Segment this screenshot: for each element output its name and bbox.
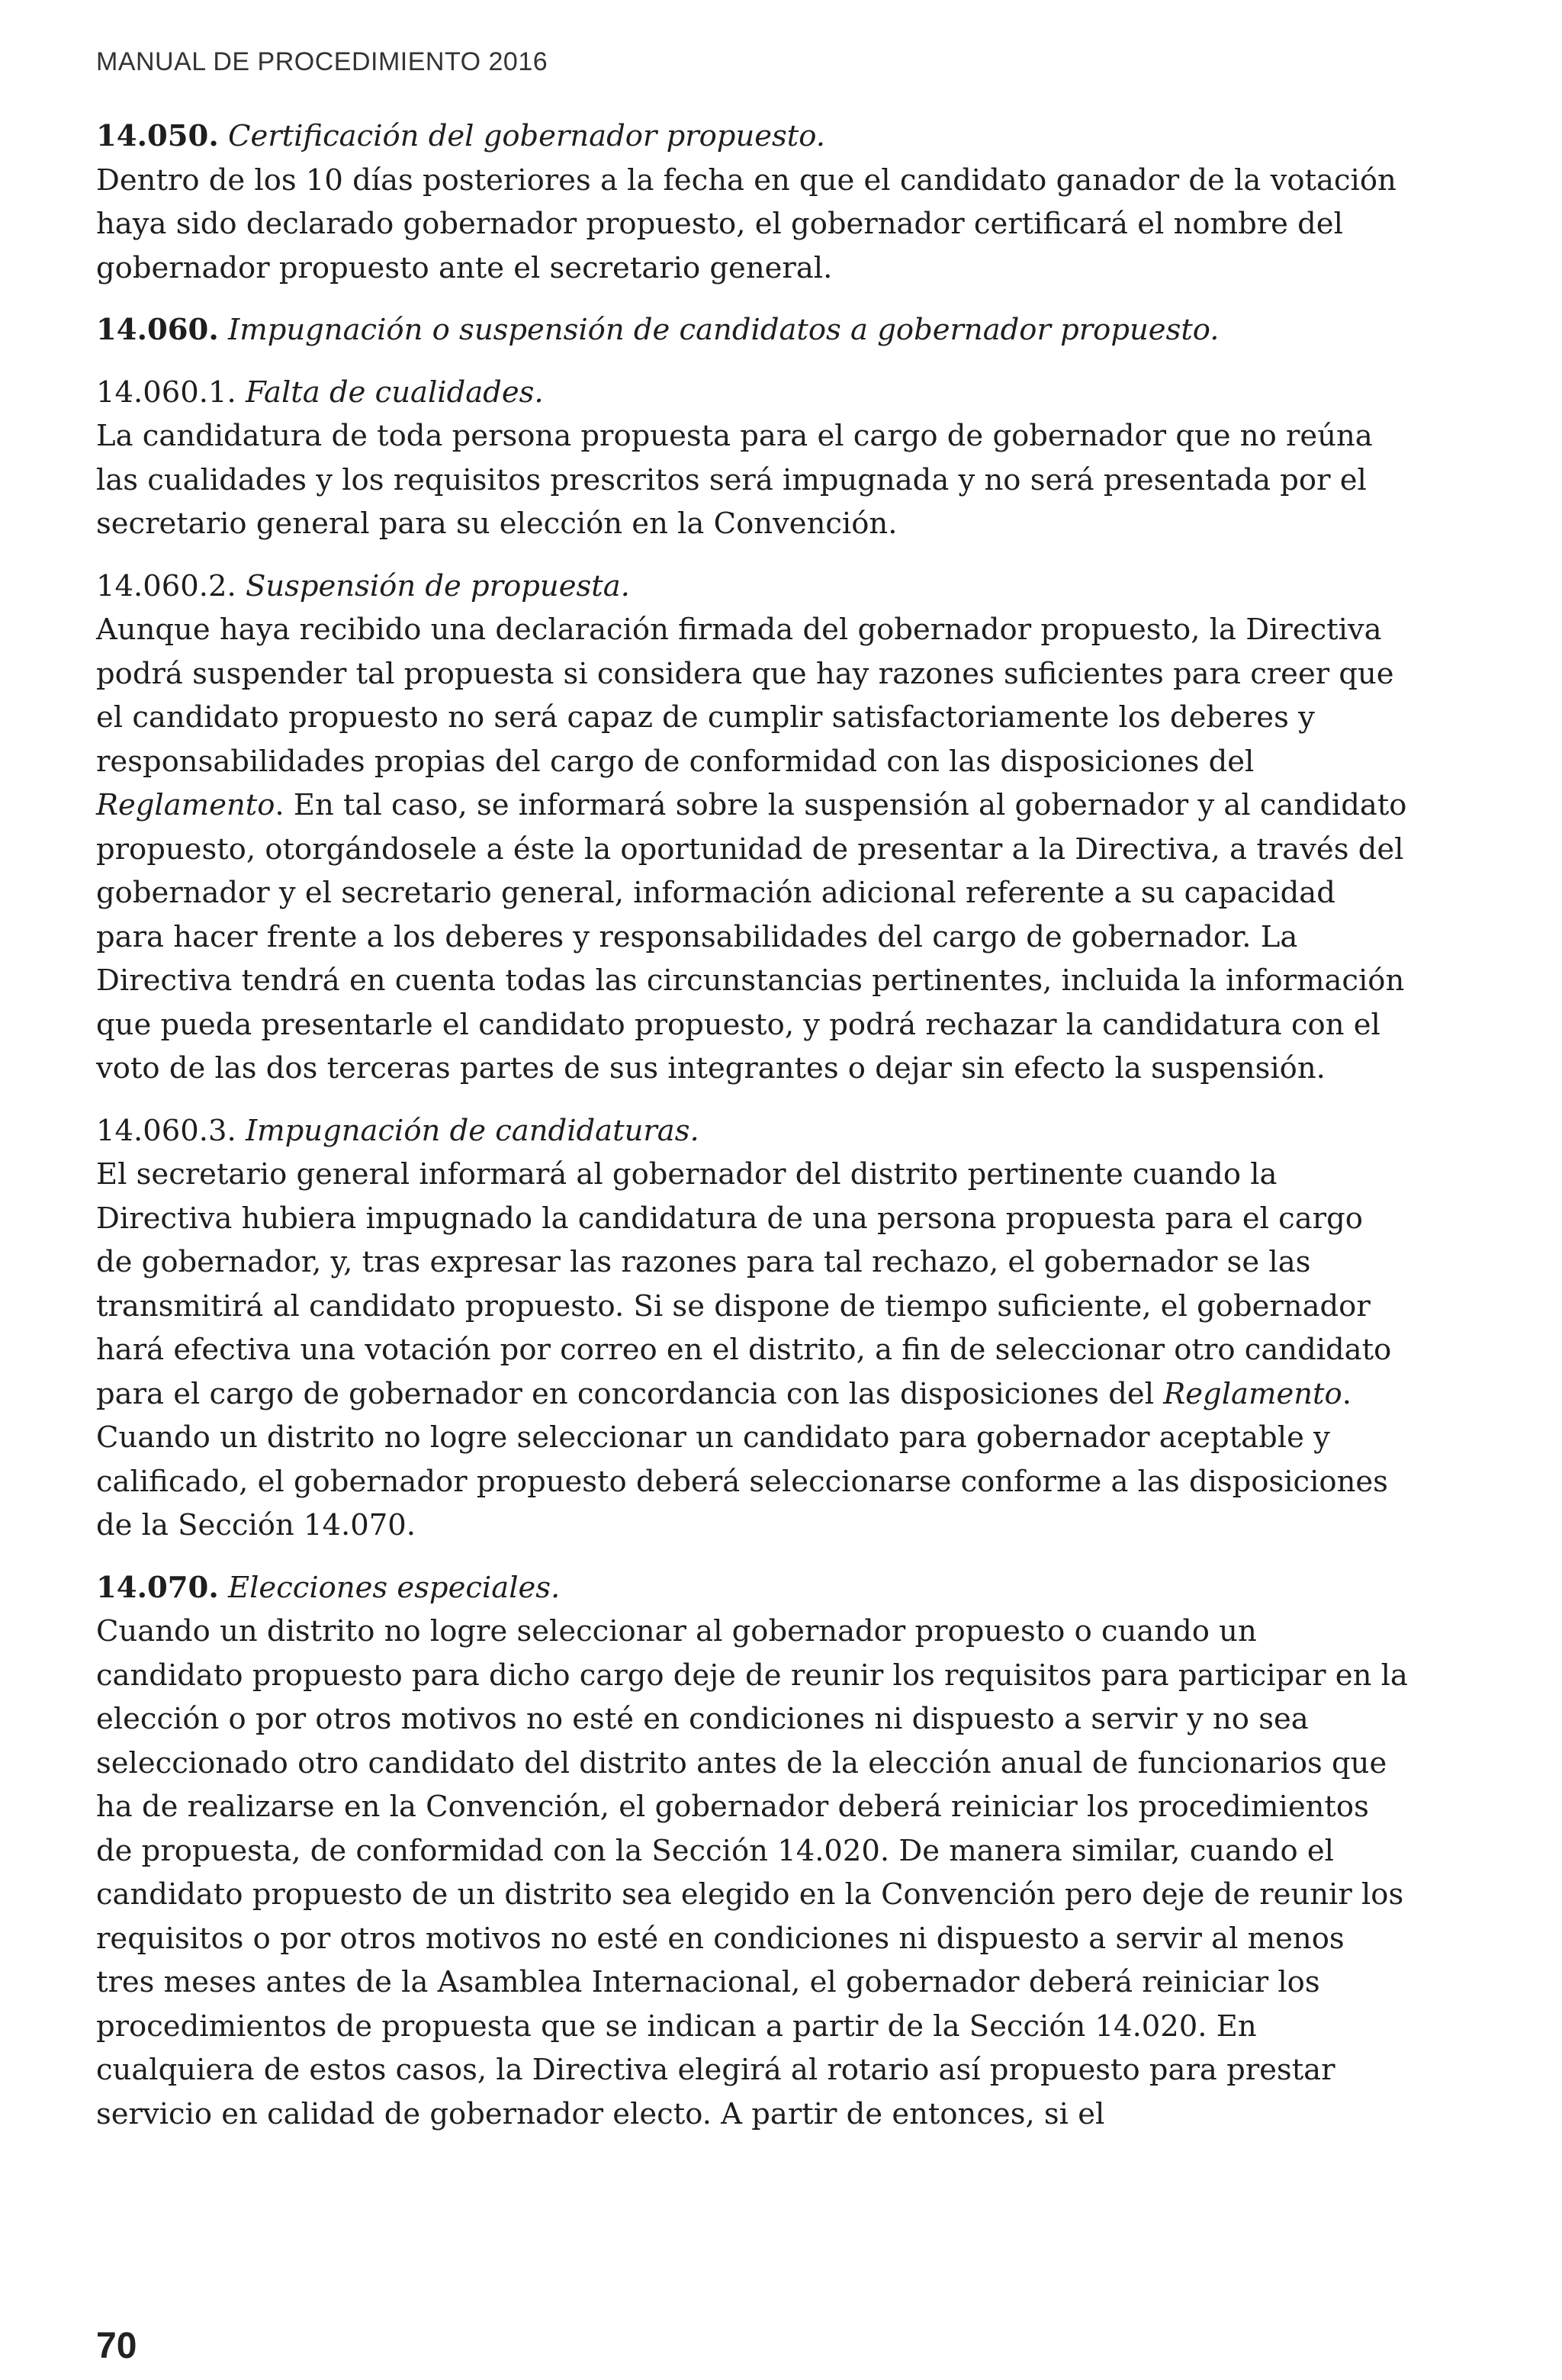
subsection-number: 14.060.1. <box>96 375 236 410</box>
subsection-14-060-1 <box>96 371 1408 546</box>
body-text: . Cuando un distrito no logre seleccionar un candidato para gobernador aceptable y calificado, el gobernador propuesto deberá seleccionarse conforme a las disposiciones de la Sección 14.070. <box>96 1376 1388 1542</box>
body-text: Aunque haya recibido una declaración firmada del gobernador propuesto, la Directiva podrá suspender tal propuesta si considera que hay razones suficientes para creer que el candidato propuesto no será capaz de cumplir satisfactoriamente los deberes y responsabilidades propias del cargo de conformidad con las disposiciones del <box>96 613 1394 779</box>
subsection-heading <box>96 1109 1408 1153</box>
reglamento-emphasis: Reglamento <box>1163 1376 1342 1411</box>
body-text: El secretario general informará al gobernador del distrito pertinente cuando la Directiva hubiera impugnado la candidatura de una persona propuesta para el cargo de gobernador, y, tras expresar las razones para tal rechazo, el gobernador se las transmitirá al candidato propuesto. Si se dispone de tiempo suficiente, el gobernador hará efectiva una votación por correo en el distrito, a fin de seleccionar otro candidato para el cargo de gobernador en concordancia con las disposiciones del <box>96 1157 1392 1411</box>
section-number: 14.070. <box>96 1570 219 1605</box>
reglamento-emphasis: Reglamento <box>96 788 275 822</box>
subsection-title: Suspensión de propuesta. <box>245 568 630 603</box>
subsection-14-060-3 <box>96 1109 1408 1548</box>
section-body: Cuando un distrito no logre seleccionar al gobernador propuesto o cuando un candidato propuesto para dicho cargo deje de reunir los requisitos para participar en la elección o por otros motivos no esté en condiciones ni dispuesto a servir y no sea seleccionado otro candidato del distrito antes de la elección anual de funcionarios que ha de realizarse en la Convención, el gobernador deberá reiniciar los procedimientos de propuesta, de conformidad con la Sección 14.020. De manera similar, cuando el candidato propuesto de un distrito sea elegido en la Convención pero deje de reunir los requisitos o por otros motivos no esté en condiciones ni dispuesto a servir al menos tres meses antes de la Asamblea Internacional, el gobernador deberá reiniciar los procedimientos de propuesta que se indican a partir de la Sección 14.020. En cualquiera de estos casos, la Directiva elegirá al rotario así propuesto para prestar servicio en calidad de gobernador electo. A partir de entonces, si el <box>96 1614 1408 2131</box>
subsection-number: 14.060.3. <box>96 1113 236 1148</box>
section-number: 14.050. <box>96 119 219 153</box>
section-14-070 <box>96 1566 1408 2137</box>
subsection-body <box>96 608 1408 1091</box>
subsection-14-060-2 <box>96 564 1408 1091</box>
running-header: MANUAL DE PROCEDIMIENTO 2016 <box>96 47 548 76</box>
subsection-number: 14.060.2. <box>96 568 236 603</box>
section-number: 14.060. <box>96 313 219 347</box>
section-heading <box>96 308 1408 352</box>
subsection-title: Impugnación de candidaturas. <box>245 1113 699 1148</box>
section-heading <box>96 1566 1408 1610</box>
document-body <box>96 114 1408 2154</box>
page-number: 70 <box>96 2326 137 2366</box>
section-body: Dentro de los 10 días posteriores a la fecha en que el candidato ganador de la votación haya sido declarado gobernador propuesto, el gobernador certificará el nombre del gobernador propuesto ante el secretario general. <box>96 162 1396 285</box>
section-heading <box>96 114 1408 159</box>
subsection-title: Falta de cualidades. <box>245 375 544 410</box>
body-text: . En tal caso, se informará sobre la suspensión al gobernador y al candidato propuesto, otorgándosele a éste la oportunidad de presentar a la Directiva, a través del gobernador y el secretario general, información adicional referente a su capacidad para hacer frente a los deberes y responsabilidades del cargo de gobernador. La Directiva tendrá en cuenta todas las circunstancias pertinentes, incluida la información que pueda presentarle el candidato propuesto, y podrá rechazar la candidatura con el voto de las dos terceras partes de sus integrantes o dejar sin efecto la suspensión. <box>96 788 1407 1085</box>
subsection-heading <box>96 564 1408 609</box>
subsection-body: La candidatura de toda persona propuesta para el cargo de gobernador que no reúna las cualidades y los requisitos prescritos será impugnada y no será presentada por el secretario general para su elección en la Convención. <box>96 419 1373 541</box>
section-title: Elecciones especiales. <box>228 1570 561 1605</box>
subsection-body <box>96 1153 1408 1548</box>
subsection-heading <box>96 371 1408 415</box>
section-14-050 <box>96 114 1408 290</box>
section-14-060 <box>96 308 1408 352</box>
section-title: Impugnación o suspensión de candidatos a gobernador propuesto. <box>228 313 1220 347</box>
section-title: Certificación del gobernador propuesto. <box>228 119 825 153</box>
